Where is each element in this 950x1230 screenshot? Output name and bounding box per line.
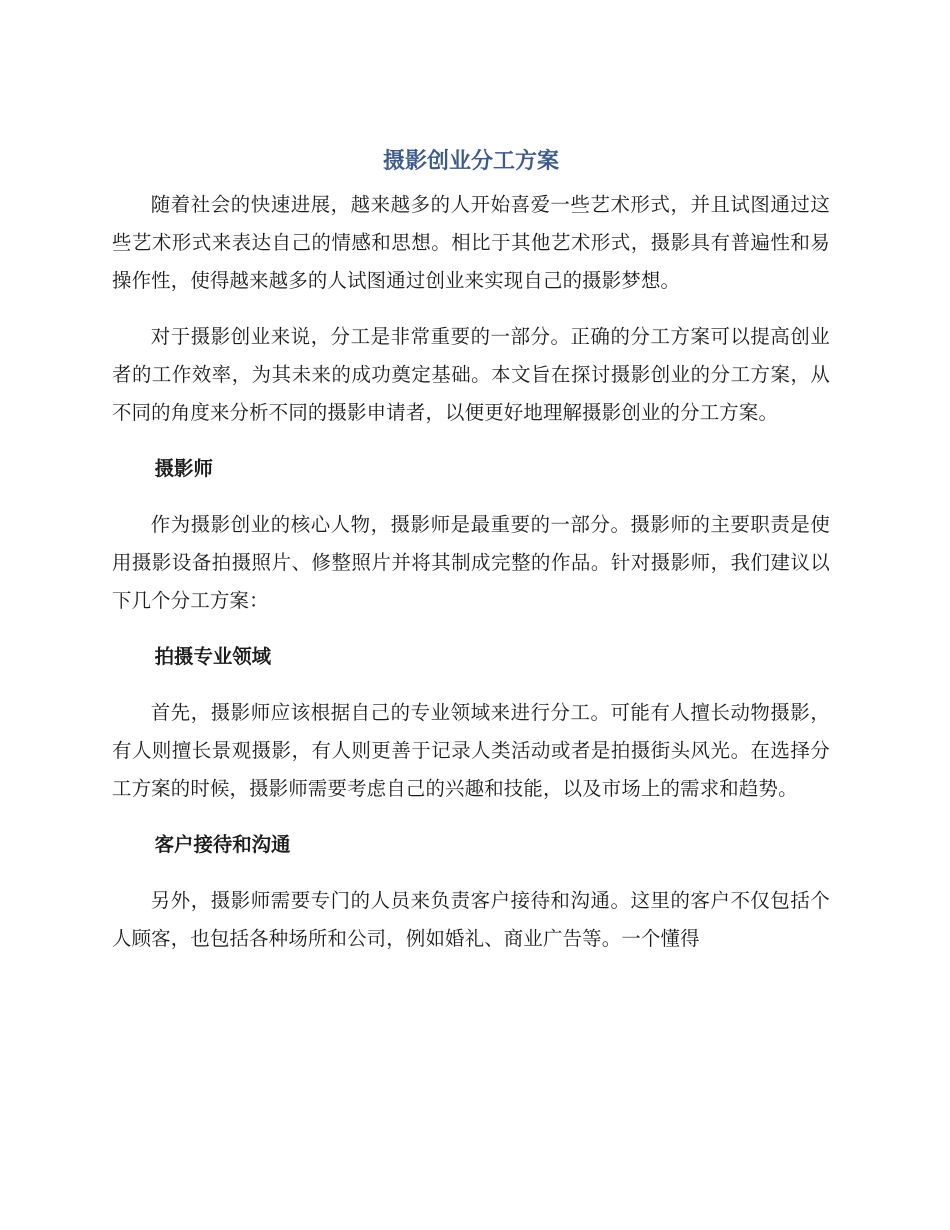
document-title: 摄影创业分工方案 <box>382 149 559 174</box>
paragraph-division-importance: 对于摄影创业来说，分工是非常重要的一部分。正确的分工方案可以提高创业者的工作效率，为其未来的成功奠定基础。本文旨在探讨摄影创业的分工方案，从不同的角度来分析不同的摄影申请者，以便更好地理解摄影创业的分工方案。 <box>112 325 830 424</box>
paragraph-specialty: 首先，摄影师应该根据自己的专业领域来进行分工。可能有人擅长动物摄影，有人则擅长景观摄影，有人则更善于记录人类活动或者是拍摄街头风光。在选择分工方案的时候，摄影师需要考虑自己的兴趣和技能，以及市场上的需求和趋势。 <box>112 701 830 800</box>
document-page <box>112 140 830 976</box>
section-heading-specialty: 拍摄专业领域 <box>154 645 272 668</box>
paragraph-intro: 随着社会的快速进展，越来越多的人开始喜爱一些艺术形式，并且试图通过这些艺术形式来表达自己的情感和思想。相比于其他艺术形式，摄影具有普遍性和易操作性，使得越来越多的人试图通过创业来实现自己的摄影梦想。 <box>112 193 830 292</box>
section-heading-client-communication: 客户接待和沟通 <box>154 833 291 856</box>
paragraph-photographer: 作为摄影创业的核心人物，摄影师是最重要的一部分。摄影师的主要职责是使用摄影设备拍摄照片、修整照片并将其制成完整的作品。针对摄影师，我们建议以下几个分工方案： <box>112 513 830 612</box>
section-heading-photographer: 摄影师 <box>154 457 213 480</box>
paragraph-client-communication: 另外，摄影师需要专门的人员来负责客户接待和沟通。这里的客户不仅包括个人顾客，也包括各种场所和公司，例如婚礼、商业广告等。一个懂得 <box>112 889 830 950</box>
